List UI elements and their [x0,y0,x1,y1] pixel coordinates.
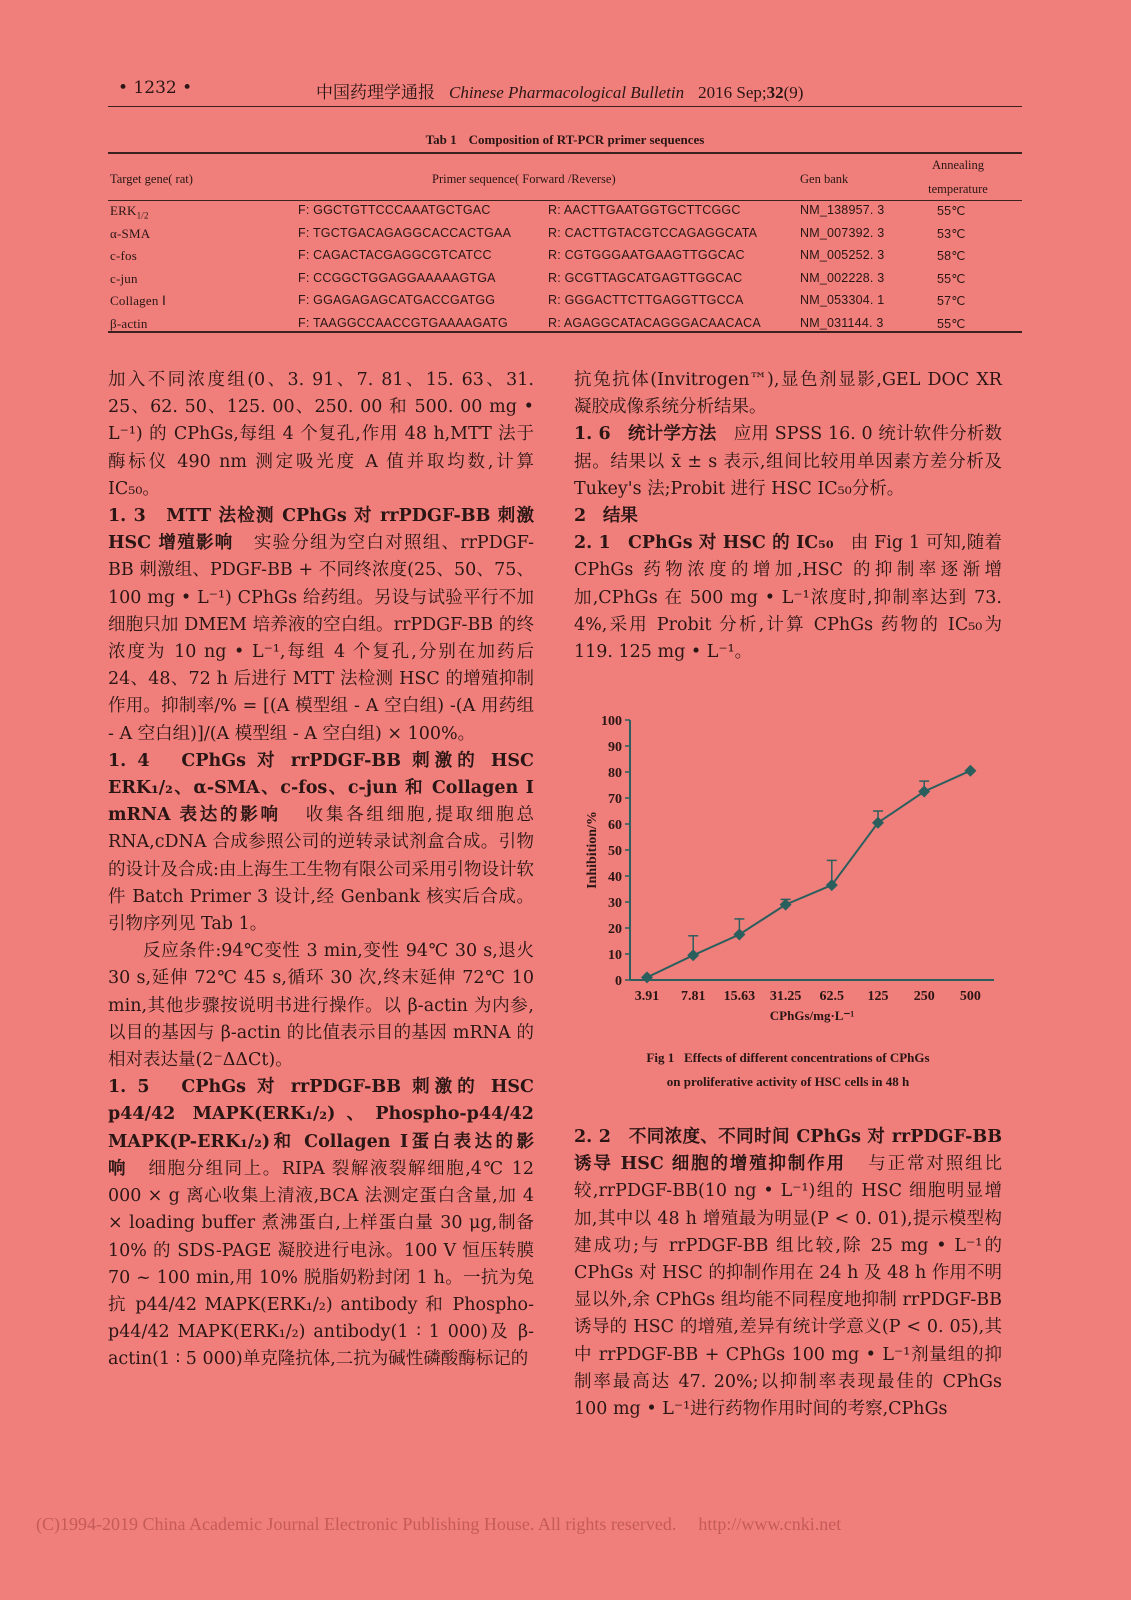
section-1-3-title: MTT 法检测 CPhGs 对 rrPDGF-BB 刺激 HSC 增殖影响 [108,506,534,554]
cell-forward: F: CCGGCTGGAGGAAAAAGTGA [298,270,496,285]
data-point [733,929,745,941]
x-tick-label: 500 [959,989,981,1004]
table-title: Tab 1 Composition of RT-PCR primer sequences [425,132,705,147]
header-rule [108,106,1022,107]
y-tick-label: 70 [608,792,622,807]
section-1-6-body: 应用 SPSS 16. 0 统计软件分析数据。结果以 x̄ ± s 表示,组间比较用单因素方差分析及 Tukey's 法;Probit 进行 HSC IC₅₀分析。 [574,424,1002,499]
table-header-rule [108,200,1022,201]
journal-name-cn: 中国药理学通报 [316,83,435,103]
section-2: 2 结果 [574,506,638,527]
cell-reverse: R: AACTTGAATGGTGCTTCGGC [548,203,741,217]
cell-reverse: R: CGTGGGAATGAAGTTGGCAC [548,248,745,263]
figure-caption-line1: Effects of different concentrations of CPhGs [683,1050,930,1065]
section-2-2-body: 与正常对照组比较,rrPDGF-BB(10 ng • L⁻¹)组的 HSC 细胞明显增加,其中以 48 h 增殖最为明显(P < 0. 01),提示模型构建成功;与 rrPDGF-BB 组比较,除 25 mg • L⁻¹的 CPhGs 对 HSC 的抑制作用在 24 h 及 48 h 作用不明显以外,余 CPhGs 组均能不同程度地抑制 rrPDGF-BB 诱导的 HSC 的增殖,差异有统计学意义(P < 0. 05),其中 rrPDGF-BB + CPhGs 100 mg • L⁻¹剂量组的抑制率最高达 47. 20%;以抑制率表现最佳的 CPhGs 100 mg • L⁻¹进行药物作用时间的考察,CPhGs [574,1154,1002,1420]
cell-gene: Collagen Ⅰ [110,293,167,309]
cell-forward: F: GGAGAGAGCATGACCGATGG [298,293,496,308]
issue-date: 2016 Sep;32(9) [698,83,804,102]
figure-1-caption [578,1046,998,1094]
cell-reverse: R: GCGTTAGCATGAGTTGGCAC [548,270,743,285]
cell-genbank: NM_053304. 1 [800,293,885,308]
cell-forward: F: TGCTGACAGAGGCACCACTGAA [298,225,512,240]
x-tick-label: 62.5 [819,989,845,1004]
data-point [641,971,653,983]
y-tick-label: 50 [608,844,622,859]
section-2-1-body: 由 Fig 1 可知,随着 CPhGs 药物浓度的增加,HSC 的抑制率逐渐增加,CPhGs 在 500 mg • L⁻¹浓度时,抑制率达到 73. 4%,采用 Probit 分析,计算 CPhGs 药物的 IC₅₀为 119. 125 mg • L⁻¹。 [574,533,1002,663]
y-tick-label: 0 [615,974,622,989]
section-1-6-title: 统计学方法 [627,424,717,445]
cell-temp: 55℃ [937,204,966,218]
header-genbank: Gen bank [800,172,849,186]
data-point [964,765,976,777]
paragraph-reaction-conditions: 反应条件:94℃变性 3 min,变性 94℃ 30 s,退火 30 s,延伸 72℃ 45 s,循环 30 次,终末延伸 72℃ 10 min,其他步骤按说明书进行操作。以 β-actin 为内参,以目的基因与 β-actin 的比值表示目的基因 mRNA 的相对表达量(2⁻ΔΔCt)。 [108,941,534,1071]
table-top-rule [108,152,1022,154]
header-annealing: Annealing [931,158,985,172]
cnki-url[interactable]: http://www.cnki.net [698,1514,842,1534]
table-bottom-rule [108,331,1022,333]
cell-genbank: NM_007392. 3 [800,225,885,240]
y-tick-label: 30 [608,896,622,911]
y-axis-title: Inhibition/% [585,811,600,889]
header-primer-sequence: Primer sequence( Forward /Reverse) [432,172,616,186]
section-1-6: 1. 6 统计学方法 应用 SPSS 16. 0 统计软件分析数据。结果以 x̄ ± s 表示,组间比较用单因素方差分析及 Tukey's 法;Probit 进行 HSC IC₅₀分析。 [574,424,1002,499]
section-2-2-title: 不同浓度、不同时间 CPhGs 对 rrPDGF-BB 诱导 HSC 细胞的增殖抑制作用 [574,1127,1002,1175]
y-tick-label: 90 [608,740,622,755]
cell-temp: 58℃ [937,249,966,264]
x-axis-title: CPhGs/mg·L⁻¹ [769,1008,855,1023]
header-temperature: temperature [928,182,988,196]
copyright-footer [36,1514,841,1535]
figure-caption-label: Fig 1 [646,1050,675,1065]
cell-genbank: NM_138957. 3 [800,203,885,217]
cell-genbank: NM_031144. 3 [800,316,884,330]
section-1-4-title: CPhGs 对 rrPDGF-BB 刺激的 HSC ERK₁/₂、α-SMA、c-fos、c-jun 和 Collagen Ⅰ mRNA 表达的影响 [108,750,534,826]
y-tick-label: 40 [608,870,622,885]
cell-forward: F: GGCTGTTCCCAAATGCTGAC [298,203,491,217]
cell-gene: α-SMA [110,225,151,241]
data-point [780,899,792,911]
cell-temp: 55℃ [937,271,966,286]
y-tick-label: 10 [608,948,622,963]
section-2-1: 2. 1 CPhGs 对 HSC 的 IC₅₀ 由 Fig 1 可知,随着 CPhGs 药物浓度的增加,HSC 的抑制率逐渐增加,CPhGs 在 500 mg • L⁻¹浓度时,抑制率达到 73. 4%,采用 Probit 分析,计算 CPhGs 药物的 IC₅₀为 119. 125 mg • L⁻¹。 [574,533,1002,663]
x-tick-label: 125 [867,989,889,1004]
section-2-1-title: CPhGs 对 HSC 的 IC₅₀ [627,533,834,554]
x-tick-label: 3.91 [634,989,660,1004]
cell-reverse: R: AGAGGCATACAGGGACAACACA [548,316,761,330]
paragraph-concentration-groups: 加入不同浓度组(0、3. 91、7. 81、15. 63、31. 25、62. 50、125. 00、250. 00 和 500. 00 mg • L⁻¹) 的 CPhGs,每组 4 个复孔,作用 48 h,MTT 法于酶标仪 490 nm 测定吸光度 A 值并取均数,计算 IC₅₀。 [108,370,534,499]
y-tick-label: 80 [608,766,622,781]
left-column [108,367,534,1374]
data-point [687,949,699,961]
cell-forward: F: TAAGGCCAACCGTGAAAAGATG [298,316,508,330]
section-1-3: 1. 3 MTT 法检测 CPhGs 对 rrPDGF-BB 刺激 HSC 增殖影响 实验分组为空白对照组、rrPDGF-BB 刺激组、PDGF-BB + 不同终浓度(25、50、75、100 mg • L⁻¹) CPhGs 给药组。另设与试验平行不加细胞只加 DMEM 培养液的空白组。rrPDGF-BB 的终浓度为 10 ng • L⁻¹,每组 4 个复孔,分别在加药后 24、48、72 h 后进行 MTT 法检测 HSC 的增殖抑制作用。抑制率/% = [(A 模型组 - A 空白组) -(A 用药组 - A 空白组)]/(A 模型组 - A 空白组) × 100%。 [108,506,534,744]
x-tick-label: 7.81 [680,989,706,1004]
cell-genbank: NM_002228. 3 [800,270,885,285]
cell-temp: 53℃ [937,226,966,241]
cell-gene: c-fos [110,248,137,264]
x-tick-label: 15.63 [723,989,756,1004]
section-1-4: 1. 4 CPhGs 对 rrPDGF-BB 刺激的 HSC ERK₁/₂、α-SMA、c-fos、c-jun 和 Collagen Ⅰ mRNA 表达的影响 收集各组细胞,提取细胞总 RNA,cDNA 合成参照公司的逆转录试剂盒合成。引物的设计及合成:由上海生工生物有限公司采用引物设计软件 Batch Primer 3 设计,经 Genbank 核实后合成。引物序列见 Tab 1。 [108,750,534,935]
x-tick-label: 250 [913,989,935,1004]
cell-forward: F: CAGACTACGAGGCGTCATCC [298,248,492,263]
cell-gene: β-actin [110,316,148,331]
data-point [918,786,930,798]
page-number: • 1232 • [118,78,193,98]
x-tick-label: 31.25 [769,989,802,1004]
cell-gene: $ERK_{1/2}$ [110,203,149,221]
cell-temp: 57℃ [937,294,966,309]
right-column-bottom [574,1124,1002,1423]
cell-reverse: R: CACTTGTACGTCCAGAGGCATA [548,225,758,240]
paragraph-antibody-cont: 抗兔抗体(Invitrogen™),显色剂显影,GEL DOC XR 凝胶成像系统分析结果。 [574,370,1002,418]
section-1-5-title: CPhGs 对 rrPDGF-BB 刺激的 HSC p44/42 MAPK(ERK₁/₂)、Phospho-p44/42 MAPK(P-ERK₁/₂)和 Collagen Ⅰ蛋白表达的影响 [108,1077,534,1179]
header-target-gene: Target gene( rat) [110,172,193,186]
journal-header [316,78,803,103]
y-tick-label: 60 [608,818,622,833]
cell-genbank: NM_005252. 3 [800,248,885,263]
figure-1-chart [574,710,1014,1040]
section-1-5: 1. 5 CPhGs 对 rrPDGF-BB 刺激的 HSC p44/42 MAPK(ERK₁/₂)、Phospho-p44/42 MAPK(P-ERK₁/₂)和 Collagen Ⅰ蛋白表达的影响 细胞分组同上。RIPA 裂解液裂解细胞,4℃ 12 000 × g 离心收集上清液,BCA 法测定蛋白含量,加 4 × loading buffer 煮沸蛋白,上样蛋白量 30 μg,制备 10% 的 SDS-PAGE 凝胶进行电泳。100 V 恒压转膜 70 ~ 100 min,用 10% 脱脂奶粉封闭 1 h。一抗为兔抗 p44/42 MAPK(ERK₁/₂) antibody 和 Phospho-p44/42 MAPK(ERK₁/₂) antibody(1 ∶ 1 000)及 β-actin(1 ∶ 5 000)单克隆抗体,二抗为碱性磷酸酶标记的 [108,1077,534,1370]
cell-temp: 55℃ [937,317,966,331]
section-1-4-body: 收集各组细胞,提取细胞总 RNA,cDNA 合成参照公司的逆转录试剂盒合成。引物的设计及合成:由上海生工生物有限公司采用引物设计软件 Batch Primer 3 设计,经 Genbank 核实后合成。引物序列见 Tab 1。 [108,805,534,935]
section-1-3-body: 实验分组为空白对照组、rrPDGF-BB 刺激组、PDGF-BB + 不同终浓度(25、50、75、100 mg • L⁻¹) CPhGs 给药组。另设与试验平行不加细胞只加 DMEM 培养液的空白组。rrPDGF-BB 的终浓度为 10 ng • L⁻¹,每组 4 个复孔,分别在加药后 24、48、72 h 后进行 MTT 法检测 HSC 的增殖抑制作用。抑制率/% = [(A 模型组 - A 空白组) -(A 用药组 - A 空白组)]/(A 模型组 - A 空白组) × 100%。 [108,533,534,744]
section-2-title: 结果 [602,506,638,527]
cell-reverse: R: GGGACTTCTTGAGGTTGCCA [548,293,744,308]
section-1-5-body: 细胞分组同上。RIPA 裂解液裂解细胞,4℃ 12 000 × g 离心收集上清液,BCA 法测定蛋白含量,加 4 × loading buffer 煮沸蛋白,上样蛋白量 30 μg,制备 10% 的 SDS-PAGE 凝胶进行电泳。100 V 恒压转膜 70 ~ 100 min,用 10% 脱脂奶粉封闭 1 h。一抗为兔抗 p44/42 MAPK(ERK₁/₂) antibody 和 Phospho-p44/42 MAPK(ERK₁/₂) antibody(1 ∶ 1 000)及 β-actin(1 ∶ 5 000)单克隆抗体,二抗为碱性磷酸酶标记的 [108,1158,534,1370]
cell-gene: c-jun [110,270,138,286]
series-line [647,771,970,978]
gene-subscript: 1/2 [136,210,149,221]
journal-name-en: Chinese Pharmacological Bulletin [449,83,685,102]
right-column-top [574,367,1002,666]
y-tick-label: 100 [601,714,622,729]
copyright-text: (C)1994-2019 China Academic Journal Electronic Publishing House. All rights reserved. [36,1514,677,1534]
figure-caption-line2: on proliferative activity of HSC cells in 48 h [666,1074,910,1089]
section-2-2: 2. 2 不同浓度、不同时间 CPhGs 对 rrPDGF-BB 诱导 HSC 细胞的增殖抑制作用 与正常对照组比较,rrPDGF-BB(10 ng • L⁻¹)组的 HSC 细胞明显增加,其中以 48 h 增殖最为明显(P < 0. 01),提示模型构建成功;与 rrPDGF-BB 组比较,除 25 mg • L⁻¹的 CPhGs 对 HSC 的抑制作用在 24 h 及 48 h 作用不明显以外,余 CPhGs 组均能不同程度地抑制 rrPDGF-BB 诱导的 HSC 的增殖,差异有统计学意义(P < 0. 05),其中 rrPDGF-BB + CPhGs 100 mg • L⁻¹剂量组的抑制率最高达 47. 20%;以抑制率表现最佳的 CPhGs 100 mg • L⁻¹进行药物作用时间的考察,CPhGs [574,1127,1002,1420]
y-tick-label: 20 [608,922,622,937]
